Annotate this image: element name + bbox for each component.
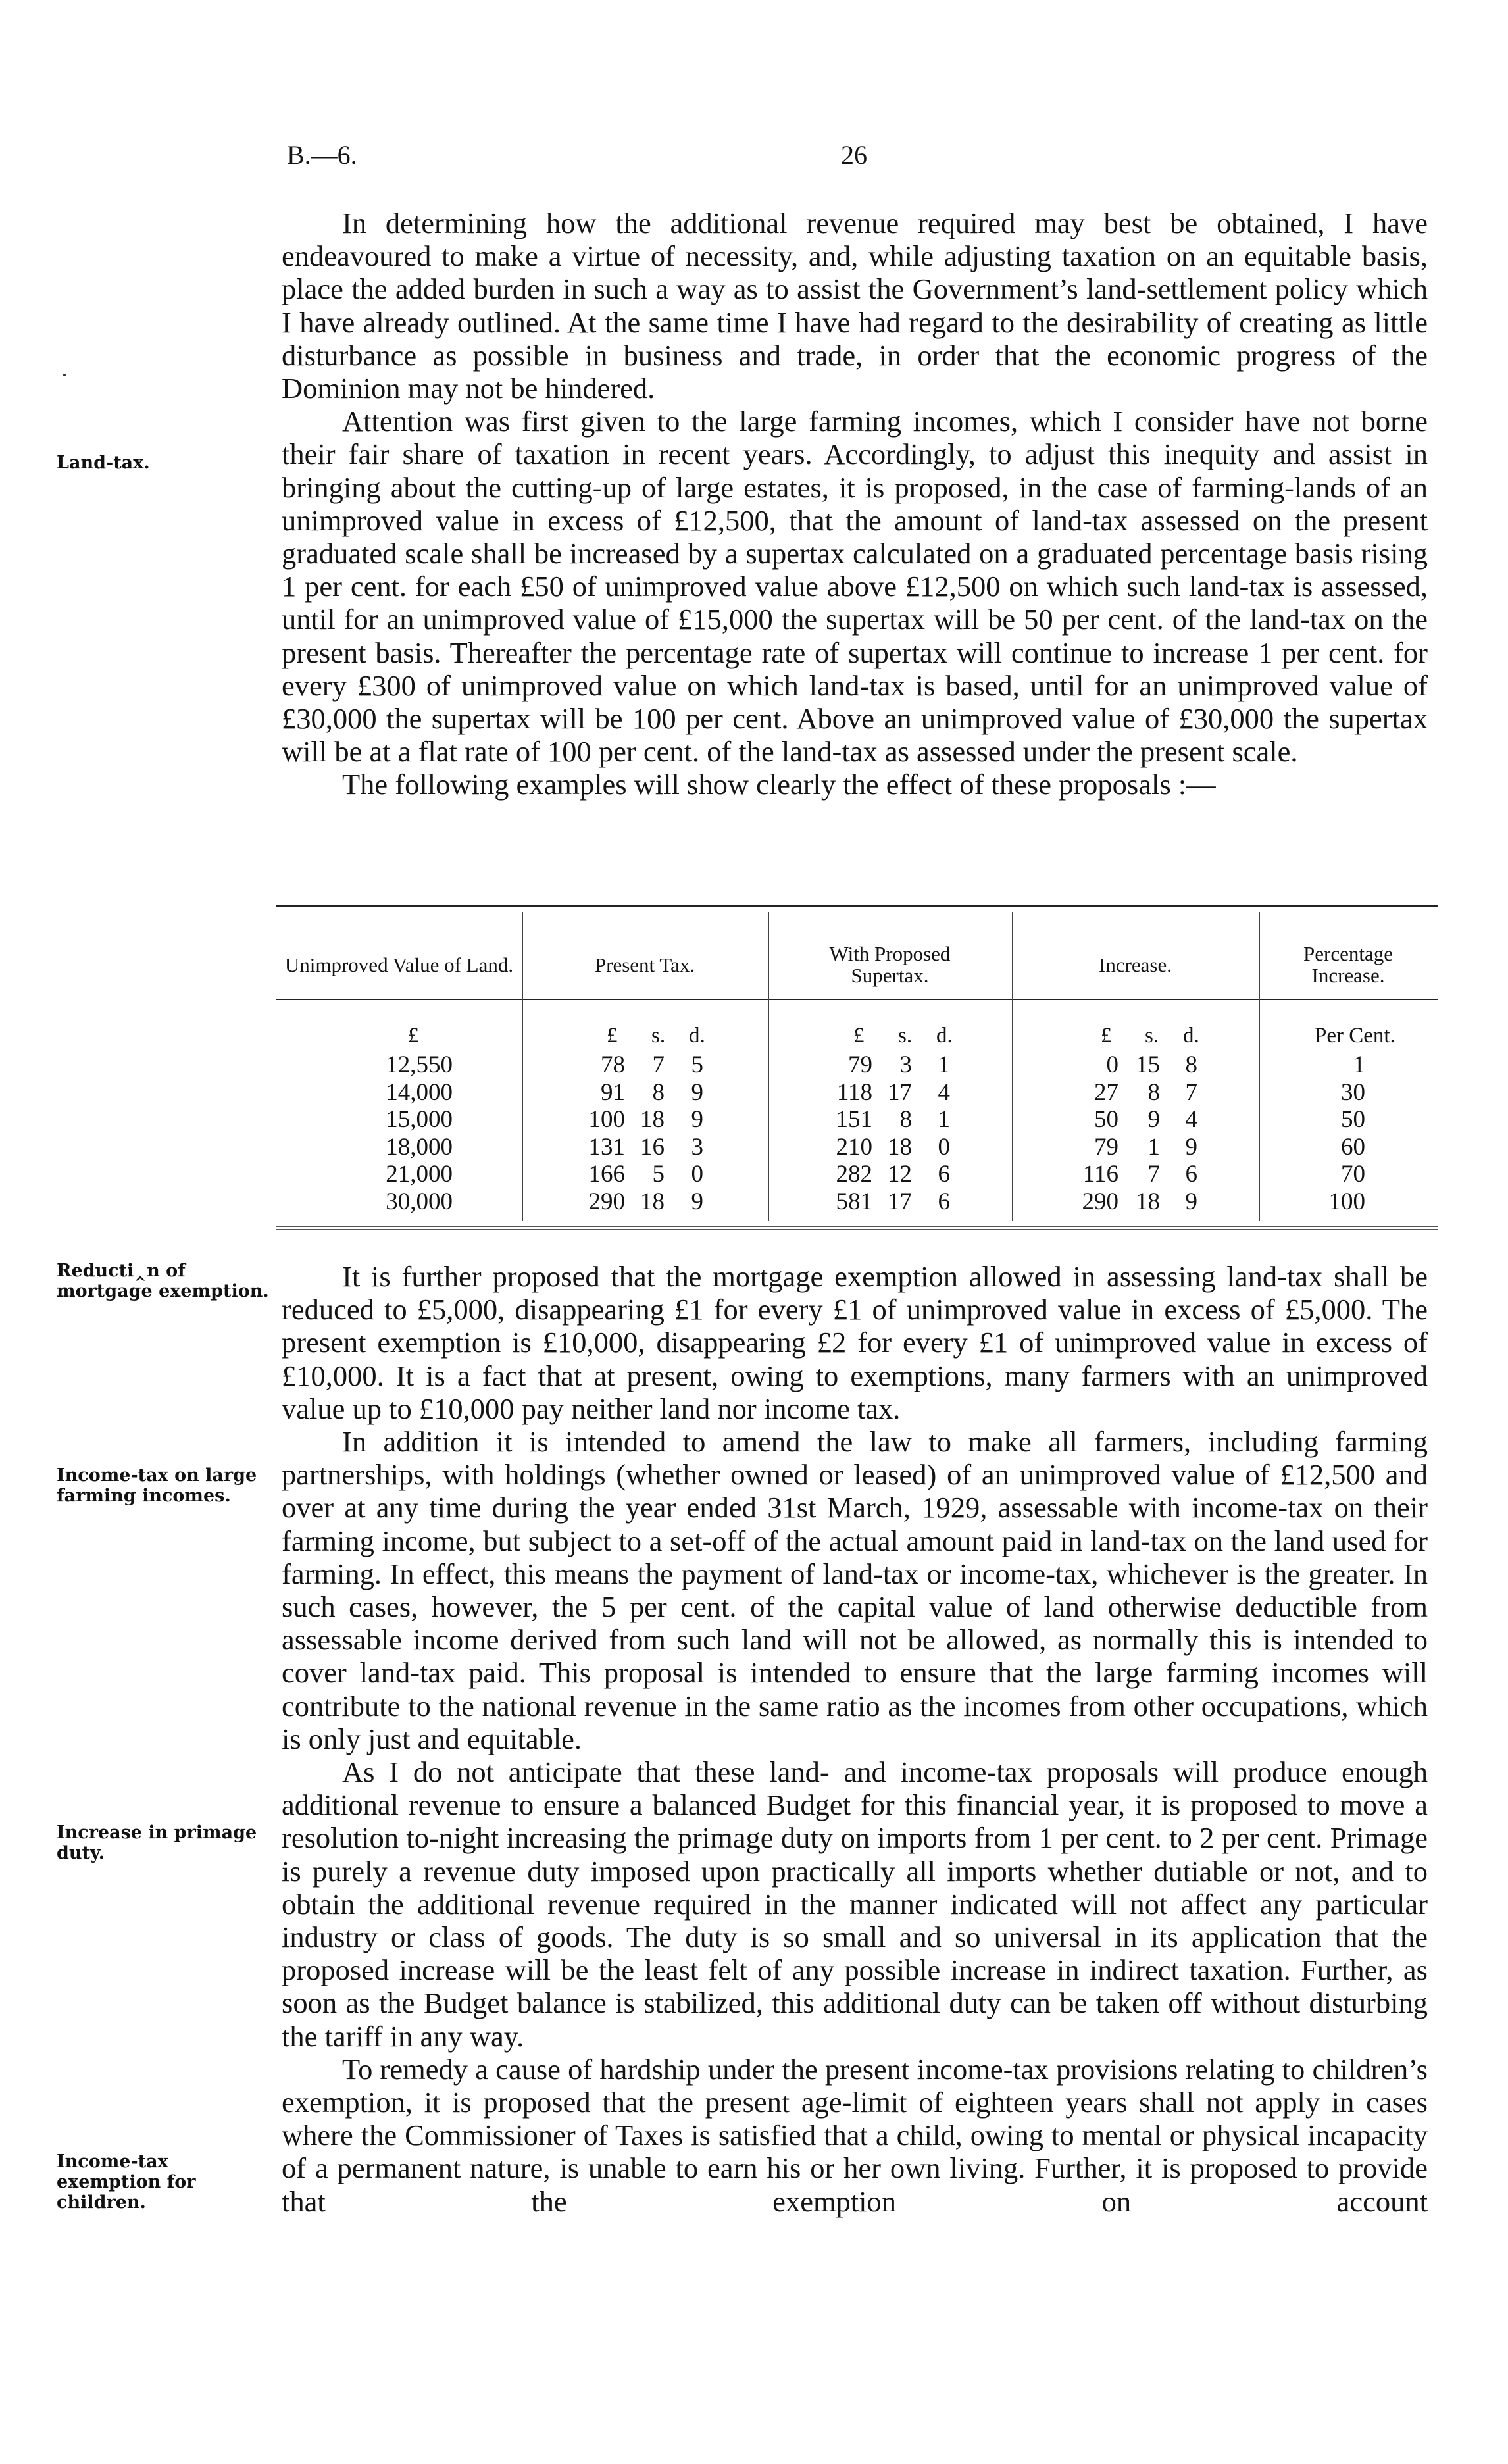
- page-number: 26: [841, 140, 867, 170]
- cell-present-pounds: 100: [588, 1106, 625, 1133]
- unit-pound: £: [607, 1024, 618, 1047]
- cell-percentage-increase: 70: [1341, 1161, 1365, 1188]
- unit-pound: £: [1101, 1024, 1112, 1047]
- paragraph-revenue-intro: In determining how the additional revenue required may best be obtained, I have endeavoured to make a virtue of necessity, and, while adjusting taxation on an equitable basis, place the added burden in such a way as to assist the Government’s land-settlement policy which I have already outlined. At the same time I have had regard to the desirability of creating as little disturbance as possible in business and trade, in order that the economic progress of the Dominion may not be hindered.: [282, 207, 1428, 405]
- cell-proposed-pence: 4: [938, 1078, 950, 1106]
- cell-proposed-shillings: 17: [888, 1078, 912, 1106]
- margin-note-land-tax: Land-tax.: [57, 453, 150, 473]
- cell-percentage-increase: 100: [1328, 1188, 1365, 1215]
- cell-present-shillings: 8: [652, 1078, 665, 1106]
- cell-proposed-pence: 0: [938, 1133, 950, 1161]
- column-header-unimproved-value: Unimproved Value of Land.: [284, 953, 514, 976]
- cell-increase-pounds: 0: [1106, 1051, 1118, 1078]
- table-bottom-rule-2: [276, 1229, 1438, 1230]
- table-top-rule: [276, 905, 1438, 907]
- cell-proposed-pounds: 282: [836, 1161, 872, 1188]
- cell-proposed-pounds: 210: [836, 1133, 872, 1161]
- table-bottom-rule: [276, 1226, 1438, 1227]
- cell-increase-pounds: 116: [1082, 1161, 1118, 1188]
- cell-proposed-pence: 1: [938, 1051, 950, 1078]
- cell-increase-pence: 9: [1185, 1188, 1197, 1215]
- cell-present-pence: 3: [691, 1133, 703, 1161]
- paragraph-land-tax-supertax: Attention was first given to the large farming incomes, which I consider have not borne their fair share of taxation in recent years. Accordingly, to adjust this inequity and assist in bringing about the cutting-up of large estates, it is proposed, in the case of farming-lands of an unimproved value in excess of £12,500, that the amount of land-tax assessed on the present graduated scale shall be increased by a supertax calculated on a graduated percentage basis rising 1 per cent. for each £50 of unimproved value above £12,500 on which such land-tax is assessed, until for an unimproved value of £15,000 the supertax will be 50 per cent. of the land-tax on the present basis. Thereafter the percentage rate of supertax will continue to increase 1 per cent. for every £300 of unimproved value on which land-tax is based, until for an unimproved value of £30,000 the supertax will be 100 per cent. Above an unimproved value of £30,000 the supertax will be at a flat rate of 100 per cent. of the land-tax as assessed under the present scale.: [282, 405, 1428, 768]
- cell-unimproved-value: 30,000: [386, 1188, 453, 1215]
- body-text-upper: [282, 207, 1428, 801]
- cell-present-pence: 0: [691, 1161, 703, 1188]
- cell-increase-shillings: 8: [1147, 1078, 1160, 1106]
- margin-note-mortgage-exemption: Reducti‸n of mortgage exemption.: [57, 1261, 269, 1301]
- unit-shillings: s.: [1145, 1024, 1159, 1047]
- cell-proposed-shillings: 17: [888, 1188, 912, 1215]
- cell-increase-pence: 4: [1185, 1106, 1197, 1133]
- cell-proposed-pence: 6: [938, 1188, 950, 1215]
- cell-proposed-pence: 6: [938, 1161, 950, 1188]
- column-header-percentage-increase: Percentage Increase.: [1303, 942, 1393, 987]
- cell-present-pence: 5: [691, 1051, 703, 1078]
- cell-present-pence: 9: [691, 1106, 703, 1133]
- column-header-increase: Increase.: [1099, 953, 1172, 976]
- cell-increase-shillings: 18: [1136, 1188, 1160, 1215]
- print-speck: [63, 374, 66, 376]
- table-header-rule: [276, 999, 1438, 1000]
- cell-increase-pounds: 290: [1082, 1188, 1118, 1215]
- cell-percentage-increase: 50: [1341, 1106, 1365, 1133]
- cell-present-pounds: 131: [588, 1133, 625, 1161]
- cell-unimproved-value: 18,000: [386, 1133, 453, 1161]
- margin-note-primage-duty: Increase in primage duty.: [57, 1823, 257, 1863]
- cell-proposed-shillings: 8: [899, 1106, 912, 1133]
- cell-increase-pounds: 79: [1094, 1133, 1118, 1161]
- cell-percentage-increase: 1: [1353, 1051, 1365, 1078]
- cell-present-pence: 9: [691, 1078, 703, 1106]
- cell-present-pounds: 290: [588, 1188, 625, 1215]
- cell-proposed-shillings: 3: [899, 1051, 912, 1078]
- unit-pound: £: [853, 1024, 865, 1047]
- paragraph-primage-duty: As I do not anticipate that these land- and income-tax proposals will produce enough additional revenue to ensure a balanced Budget for this financial year, it is proposed to move a resolution to-night increasing the primage duty on imports from 1 per cent. to 2 per cent. Primage is purely a revenue duty imposed upon practically all imports whether dutiable or not, and to obtain the additional revenue required in the manner indicated will not affect any particular industry or class of goods. The duty is so small and so universal in its application that the proposed increase will be the least felt of any possible increase in indirect taxation. Further, as soon as the Budget balance is stabilized, this additional duty can be taken off without disturbing the tariff in any way.: [282, 1755, 1428, 2053]
- unit-per-cent: Per Cent.: [1315, 1024, 1395, 1047]
- paragraph-mortgage-exemption: It is further proposed that the mortgage exemption allowed in assessing land-tax shall be reduced to £5,000, disappearing £1 for every £1 of unimproved value in excess of £5,000. The present exemption is £10,000, disappearing £2 for every £1 of unimproved value in excess of £10,000. It is a fact that at present, owing to exemptions, many farmers with an unimproved value up to £10,000 pay neither land nor income tax.: [282, 1260, 1428, 1425]
- cell-present-pounds: 78: [601, 1051, 625, 1078]
- column-header-present-tax: Present Tax.: [594, 953, 695, 976]
- paragraph-children-exemption: To remedy a cause of hardship under the present income-tax provisions relating to children’s exemption, it is proposed that the present age-limit of eighteen years shall not apply in cases where the Commissioner of Taxes is satisfied that a child, owing to mental or physical incapacity of a permanent nature, is unable to earn his or her own living. Further, it is proposed to provide that the exemption on account: [282, 2052, 1428, 2218]
- cell-present-shillings: 18: [640, 1106, 665, 1133]
- unit-pound: £: [408, 1024, 419, 1047]
- unit-shillings: s.: [898, 1024, 913, 1047]
- document-reference: B.—6.: [287, 140, 357, 170]
- unit-pence: d.: [936, 1024, 953, 1047]
- column-header-proposed-supertax: With Proposed Supertax.: [829, 942, 951, 987]
- cell-unimproved-value: 15,000: [386, 1106, 453, 1133]
- cell-increase-shillings: 1: [1147, 1133, 1160, 1161]
- cell-increase-shillings: 9: [1147, 1106, 1160, 1133]
- cell-proposed-pounds: 79: [848, 1051, 872, 1078]
- cell-present-shillings: 16: [640, 1133, 665, 1161]
- cell-increase-pence: 6: [1185, 1161, 1197, 1188]
- cell-unimproved-value: 21,000: [386, 1161, 453, 1188]
- supertax-examples-table: [276, 905, 1438, 1228]
- paragraph-income-tax-farming: In addition it is intended to amend the law to make all farmers, including farming partnerships, with holdings (whether owned or leased) of an unimproved value of £12,500 and over at any time during the year ended 31st March, 1929, assessable with income-tax on their farming income, but subject to a set-off of the actual amount paid in land-tax on the land used for farming. In effect, this means the payment of land-tax or income-tax, whichever is the greater. In such cases, however, the 5 per cent. of the capital value of land otherwise deductible from assessable income derived from such land will not be allowed, as normally this is intended to cover land-tax paid. This proposal is intended to ensure that the large farming incomes will contribute to the national revenue in the same ratio as the incomes from other occupations, which is only just and equitable.: [282, 1425, 1428, 1755]
- body-text-lower: [282, 1260, 1428, 2218]
- cell-proposed-pounds: 118: [836, 1078, 872, 1106]
- cell-present-shillings: 7: [652, 1051, 665, 1078]
- unit-pence: d.: [689, 1024, 705, 1047]
- cell-proposed-pounds: 581: [836, 1188, 872, 1215]
- cell-unimproved-value: 14,000: [386, 1078, 453, 1106]
- cell-increase-shillings: 7: [1147, 1161, 1160, 1188]
- cell-percentage-increase: 30: [1341, 1078, 1365, 1106]
- cell-percentage-increase: 60: [1341, 1133, 1365, 1161]
- cell-proposed-shillings: 12: [888, 1161, 912, 1188]
- cell-increase-pounds: 27: [1094, 1078, 1118, 1106]
- unit-pence: d.: [1183, 1024, 1199, 1047]
- cell-proposed-shillings: 18: [888, 1133, 912, 1161]
- cell-increase-shillings: 15: [1136, 1051, 1160, 1078]
- cell-present-pounds: 91: [601, 1078, 625, 1106]
- cell-proposed-pence: 1: [938, 1106, 950, 1133]
- unit-shillings: s.: [651, 1024, 666, 1047]
- cell-present-pounds: 166: [588, 1161, 625, 1188]
- cell-increase-pounds: 50: [1094, 1106, 1118, 1133]
- margin-note-income-tax-farming: Income-tax on large farming incomes.: [57, 1465, 257, 1506]
- cell-proposed-pounds: 151: [836, 1106, 872, 1133]
- cell-increase-pence: 8: [1185, 1051, 1197, 1078]
- cell-present-pence: 9: [691, 1188, 703, 1215]
- cell-present-shillings: 18: [640, 1188, 665, 1215]
- margin-note-children-exemption: Income-tax exemption for children.: [57, 2151, 196, 2213]
- cell-increase-pence: 9: [1185, 1133, 1197, 1161]
- cell-unimproved-value: 12,550: [386, 1051, 453, 1078]
- cell-present-shillings: 5: [652, 1161, 665, 1188]
- paragraph-examples-intro: The following examples will show clearly the effect of these proposals :—: [342, 768, 1216, 801]
- cell-increase-pence: 7: [1185, 1078, 1197, 1106]
